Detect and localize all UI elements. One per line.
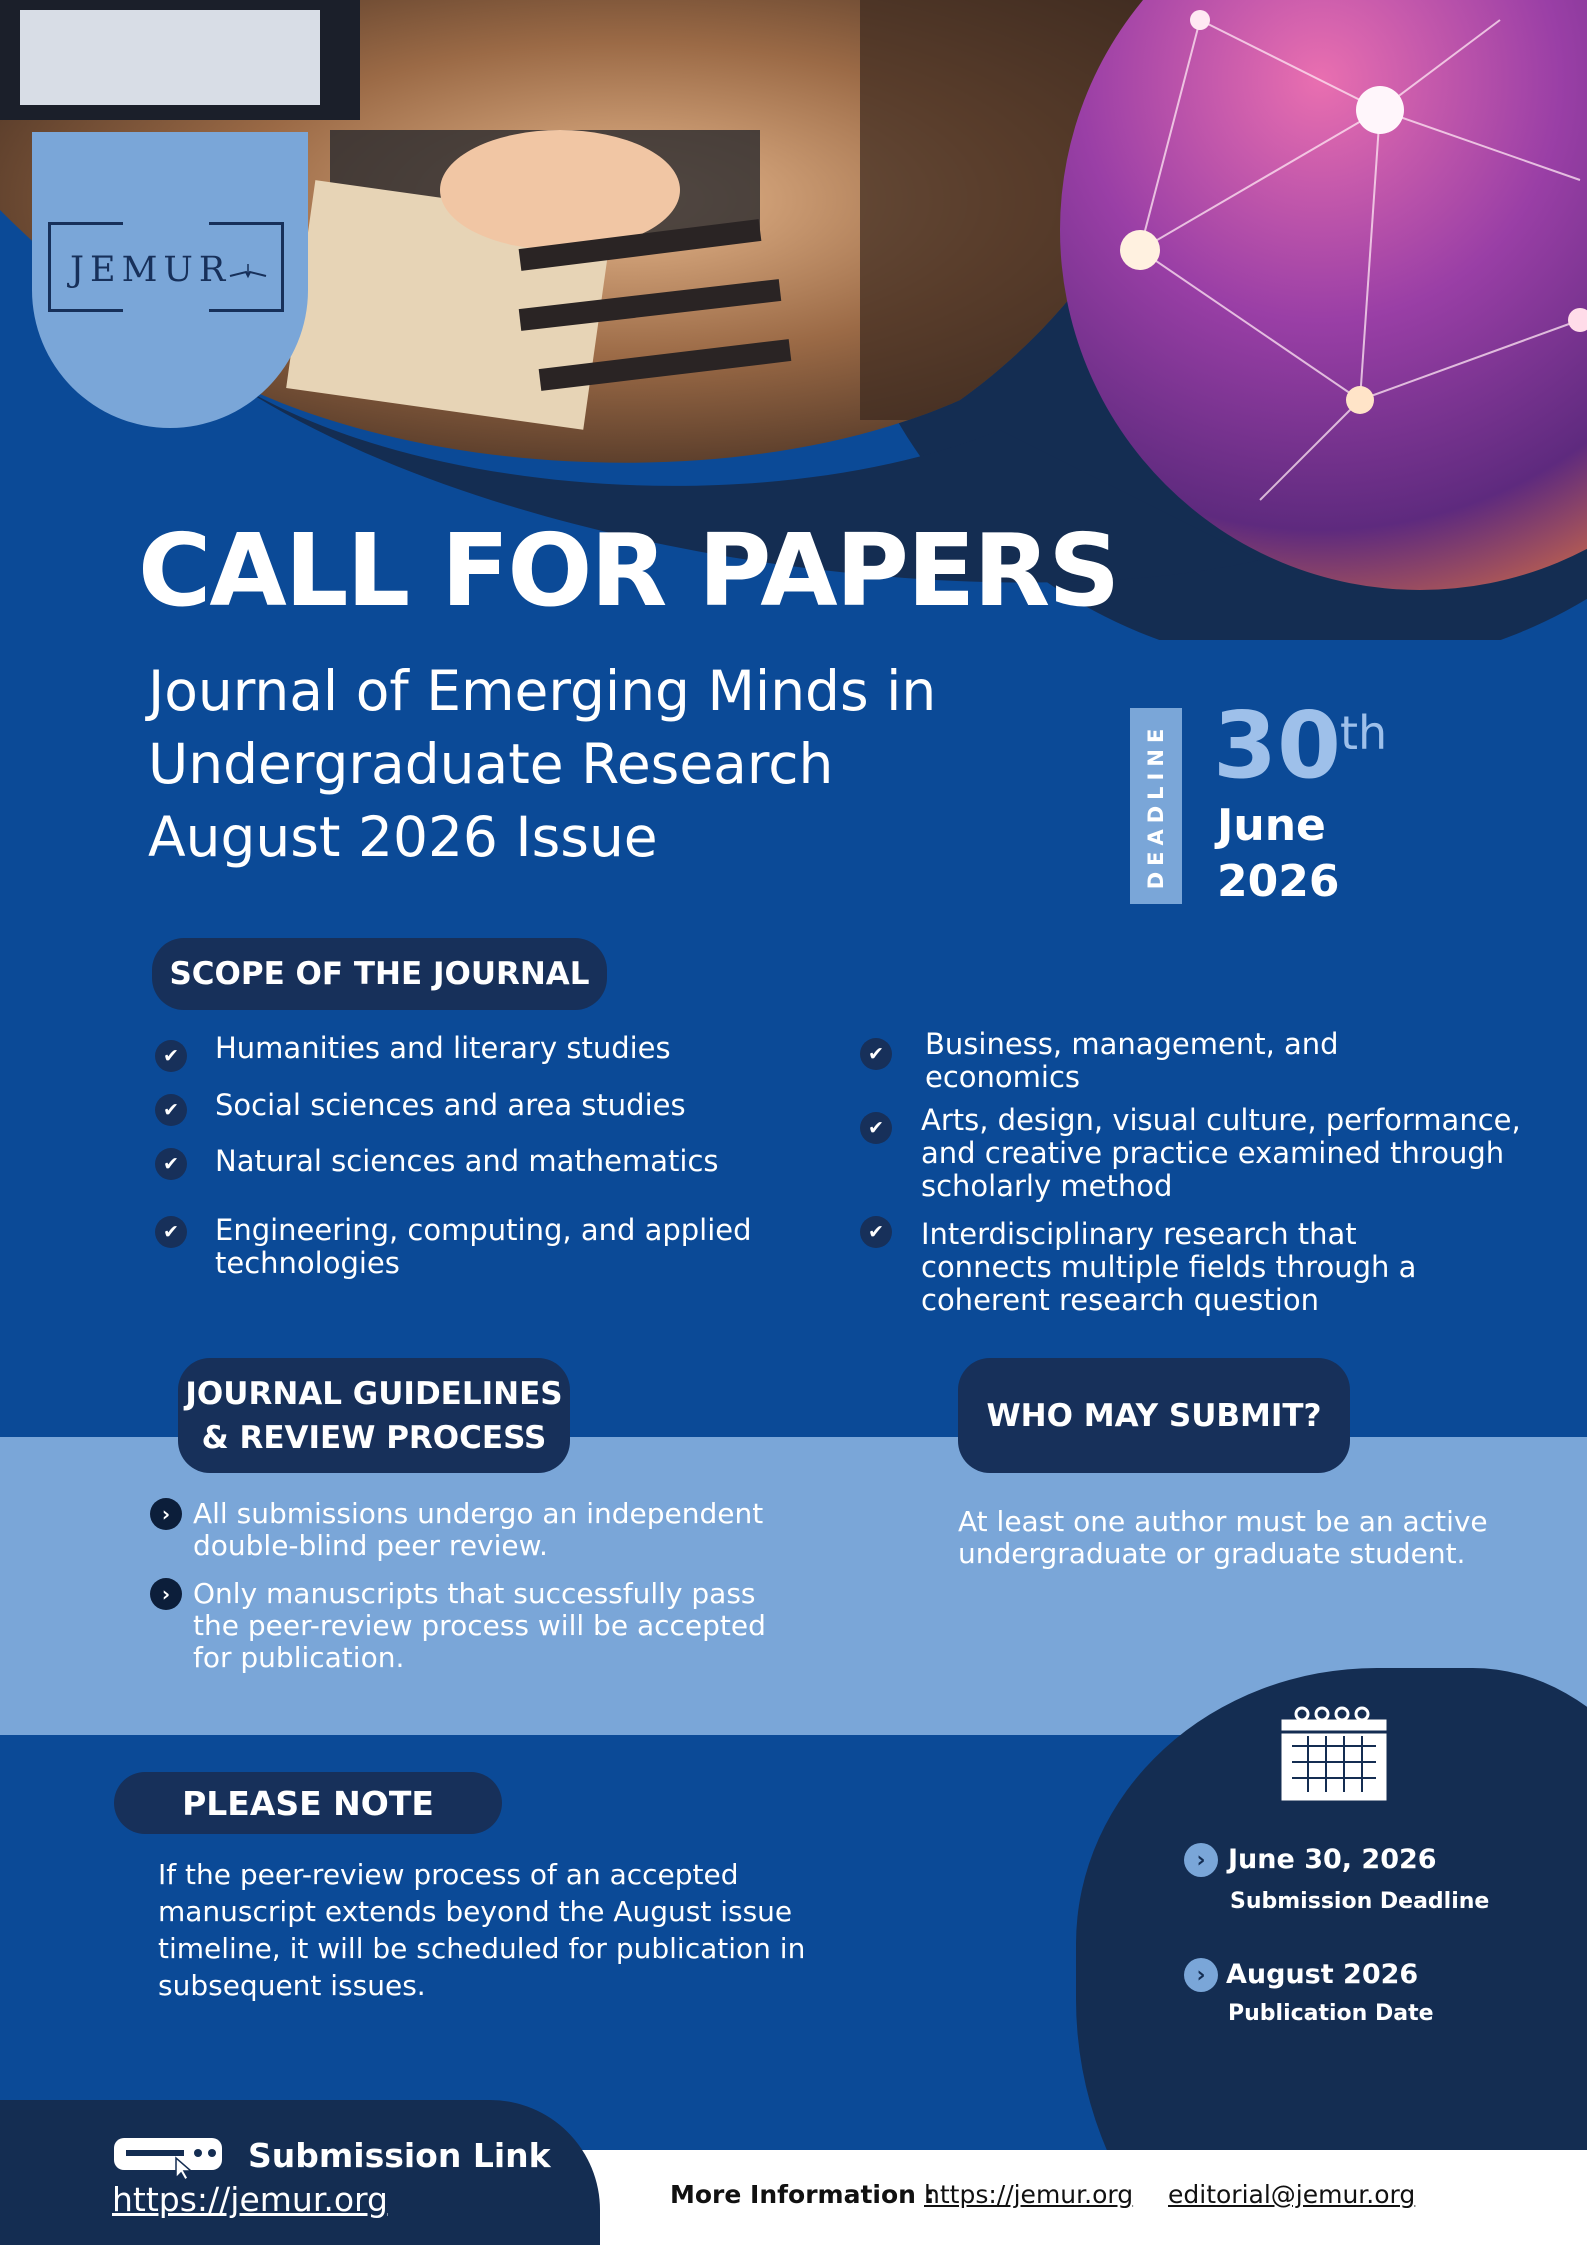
- scope-heading: SCOPE OF THE JOURNAL: [152, 938, 607, 1010]
- check-icon: ✔: [155, 1094, 187, 1126]
- guideline-item: Only manuscripts that successfully pass the peer-review process will be accepted for publication.: [193, 1577, 766, 1674]
- guideline-item: All submissions undergo an independent double-blind peer review.: [193, 1497, 764, 1562]
- scope-item: Humanities and literary studies: [215, 1031, 671, 1065]
- deadline-year: 2026: [1217, 856, 1340, 907]
- deadline-day: 30: [1213, 692, 1342, 799]
- journal-subtitle: [148, 655, 936, 874]
- subtitle-line-1: Journal of Emerging Minds in: [148, 659, 937, 723]
- check-icon: ✔: [860, 1038, 892, 1070]
- timeline-label: Publication Date: [1228, 2001, 1434, 2026]
- guidelines-heading-line-1: JOURNAL GUIDELINES: [185, 1375, 563, 1412]
- chevron-right-icon: ›: [150, 1578, 182, 1610]
- check-icon: ✔: [860, 1112, 892, 1144]
- chevron-right-icon: ›: [1184, 1958, 1218, 1992]
- please-note-heading: PLEASE NOTE: [114, 1772, 502, 1834]
- check-icon: ✔: [155, 1148, 187, 1180]
- timeline-date: August 2026: [1226, 1959, 1419, 1990]
- guidelines-heading-line-2: & REVIEW PROCESS: [201, 1419, 547, 1456]
- chevron-right-icon: ›: [150, 1498, 182, 1530]
- timeline-date: June 30, 2026: [1228, 1844, 1437, 1875]
- subtitle-line-2: Undergraduate Research: [148, 732, 834, 796]
- more-information-label: More Information :: [670, 2180, 935, 2209]
- who-may-submit-text: At least one author must be an active undergraduate or graduate student.: [958, 1505, 1488, 1570]
- deadline-label: DEADLINE: [1144, 722, 1168, 890]
- page-title: CALL FOR PAPERS: [138, 512, 1119, 629]
- deadline-month: June: [1217, 800, 1326, 851]
- who-may-submit-heading: WHO MAY SUBMIT?: [958, 1358, 1350, 1473]
- subtitle-line-3: August 2026 Issue: [148, 805, 658, 869]
- email-link[interactable]: editorial@jemur.org: [1168, 2180, 1416, 2209]
- website-link[interactable]: https://jemur.org: [924, 2180, 1134, 2209]
- scope-item: Arts, design, visual culture, performance, and creative practice examined through scholarly method: [921, 1103, 1521, 1203]
- submission-link-label: Submission Link: [248, 2136, 551, 2175]
- check-icon: ✔: [155, 1040, 187, 1072]
- chevron-right-icon: ›: [1184, 1843, 1218, 1877]
- scope-item: Social sciences and area studies: [215, 1088, 686, 1122]
- browser-cursor-icon: [112, 2134, 226, 2180]
- deadline-suffix: th: [1340, 706, 1388, 760]
- guidelines-heading: [178, 1358, 570, 1473]
- submission-link[interactable]: https://jemur.org: [112, 2180, 388, 2219]
- check-icon: ✔: [860, 1216, 892, 1248]
- scope-item: Engineering, computing, and applied technologies: [215, 1213, 752, 1280]
- check-icon: ✔: [155, 1216, 187, 1248]
- scope-item: Interdisciplinary research that connects multiple fields through a coherent research question: [921, 1217, 1417, 1317]
- scope-item: Natural sciences and mathematics: [215, 1144, 719, 1178]
- please-note-text: If the peer-review process of an accepted manuscript extends beyond the August issue timeline, it will be scheduled for publication in subsequent issues.: [158, 1858, 806, 2002]
- timeline-label: Submission Deadline: [1230, 1889, 1490, 1914]
- journal-logo: JEMUR: [70, 250, 232, 290]
- scope-item: Business, management, and economics: [925, 1027, 1339, 1094]
- calendar-icon: [1270, 1706, 1398, 1806]
- logo-book-icon: [228, 260, 268, 280]
